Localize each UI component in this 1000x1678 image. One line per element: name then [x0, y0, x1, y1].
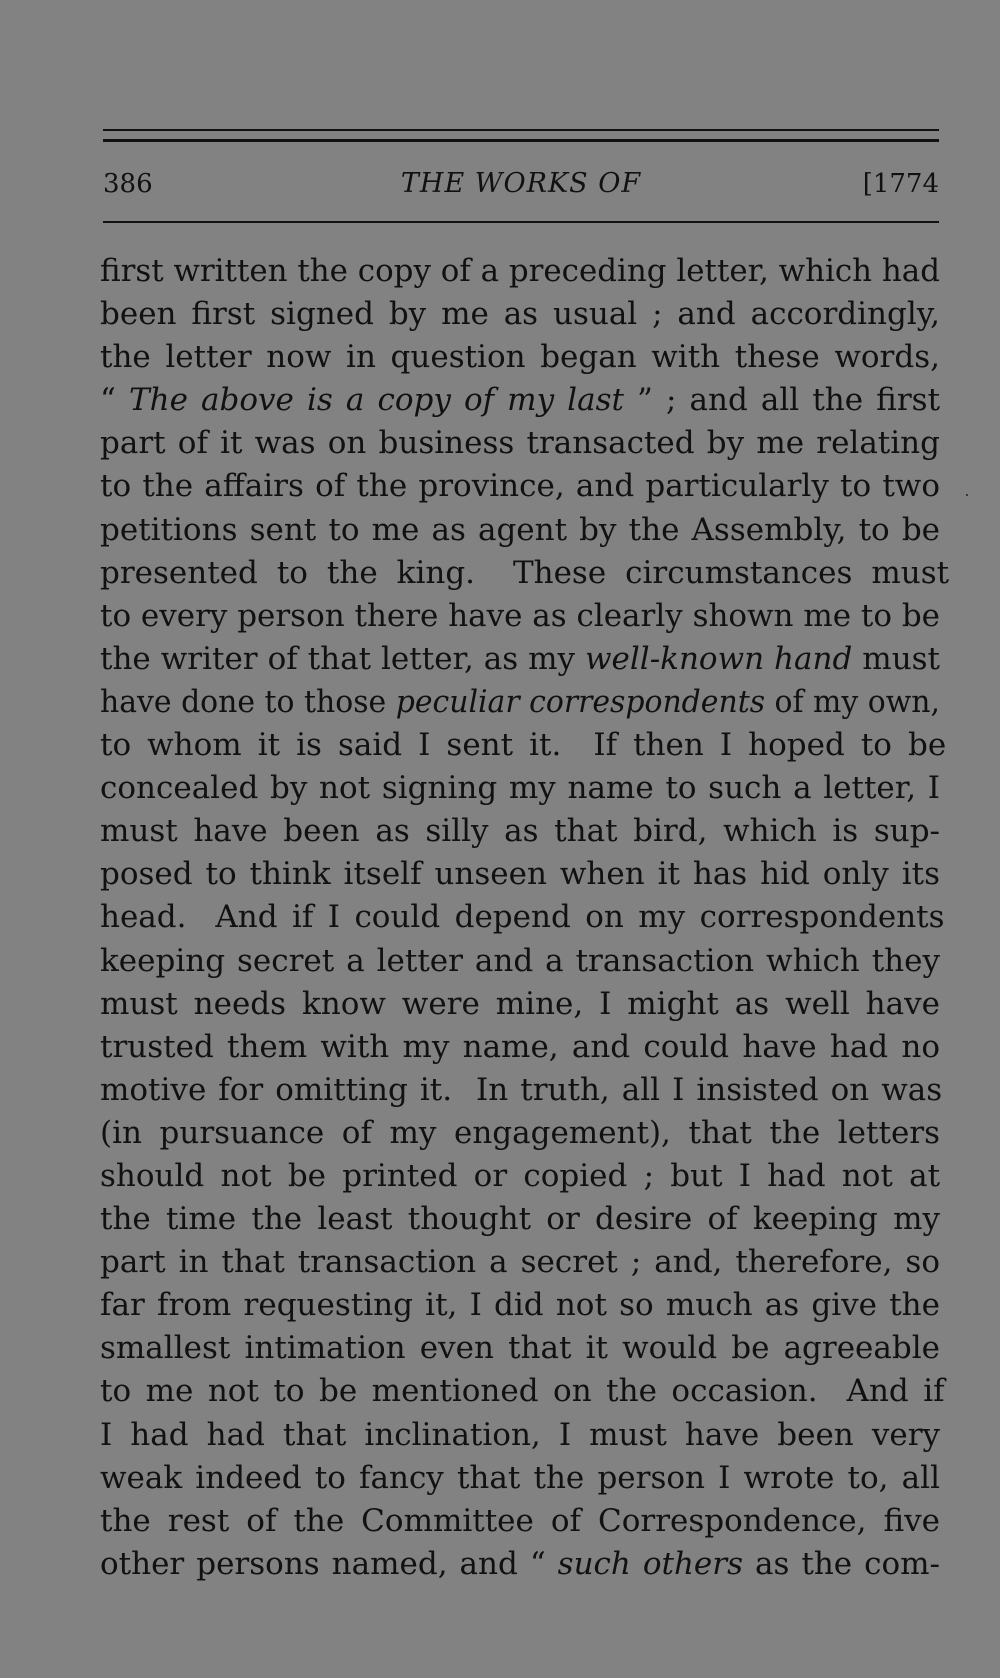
text-segment: ” ; and all the first	[623, 382, 941, 419]
running-title: THE WORKS OF	[400, 168, 642, 199]
text-line	[100, 724, 947, 767]
text-line	[100, 1370, 945, 1413]
text-line	[100, 1543, 940, 1586]
text-line	[100, 940, 940, 983]
page-number: 386	[103, 169, 153, 199]
text-line	[100, 552, 950, 595]
italic-phrase: peculiar correspondents	[395, 683, 766, 720]
text-segment: I had had that inclination, I must have been very	[100, 1416, 941, 1453]
text-segment: other persons named, and “	[100, 1545, 558, 1582]
header-rule-double	[103, 139, 939, 142]
text-segment: far from requesting it, I did not so much as give the	[100, 1287, 940, 1324]
text-line	[100, 638, 940, 681]
text-line	[100, 422, 940, 465]
text-line	[100, 1198, 940, 1241]
text-segment: “	[100, 382, 129, 419]
text-line	[100, 1327, 940, 1370]
text-segment: of my own,	[765, 683, 940, 720]
text-line	[100, 767, 940, 810]
text-segment: must needs know were mine, I might as well have	[100, 985, 940, 1022]
text-segment: petitions sent to me as agent by the Assembly, to be	[100, 511, 941, 548]
text-line	[100, 896, 945, 939]
text-line	[100, 1500, 940, 1543]
text-segment: first written the copy of a preceding letter, which had	[100, 253, 940, 289]
text-segment: presented to the king. These circumstances must	[100, 554, 950, 591]
text-segment: the time the least thought or desire of keeping my	[100, 1201, 941, 1238]
text-line	[100, 293, 940, 336]
text-segment: part in that transaction a secret ; and, therefore, so	[100, 1244, 940, 1281]
text-segment: must	[852, 640, 941, 677]
text-segment: to whom it is said I sent it. If then I hoped to be	[100, 727, 947, 764]
text-line	[100, 1026, 940, 1069]
text-segment: as the com-	[743, 1545, 941, 1582]
text-segment: should not be printed or copied ; but I had not at	[100, 1157, 941, 1194]
header-rule-top	[103, 129, 939, 131]
running-head	[103, 164, 939, 204]
text-line	[100, 853, 940, 896]
text-line	[100, 509, 940, 552]
running-year: [1774	[862, 169, 939, 199]
text-segment: posed to think itself unseen when it has hid only its	[100, 856, 940, 893]
text-segment: the letter now in question began with these words,	[100, 339, 940, 376]
text-line	[100, 595, 940, 638]
text-line	[100, 379, 940, 422]
text-line	[100, 983, 940, 1026]
text-line	[100, 465, 940, 508]
print-speck	[966, 494, 968, 496]
text-line	[100, 336, 940, 379]
text-segment: been first signed by me as usual ; and accordingly,	[100, 296, 941, 333]
italic-phrase: well-known hand	[585, 640, 853, 677]
text-segment: keeping secret a letter and a transaction which they	[100, 942, 941, 979]
text-segment: head. And if I could depend on my correspondents	[100, 899, 945, 936]
text-line	[100, 1069, 943, 1112]
text-segment: to the affairs of the province, and particularly to two	[100, 468, 941, 505]
italic-phrase: The above is a copy of my last	[128, 382, 624, 419]
text-segment: trusted them with my name, and could have had no	[100, 1028, 940, 1065]
header-rule-under	[103, 221, 939, 223]
text-line	[100, 1155, 940, 1198]
text-line	[100, 681, 940, 724]
text-line	[100, 1284, 940, 1327]
body-text	[100, 250, 950, 1586]
text-segment: must have been as silly as that bird, which is sup-	[100, 813, 941, 850]
text-segment: smallest intimation even that it would be agreeable	[100, 1330, 940, 1367]
text-segment: motive for omitting it. In truth, all I insisted on was	[100, 1071, 943, 1108]
text-segment: to every person there have as clearly shown me to be	[100, 597, 940, 634]
text-line	[100, 1112, 940, 1155]
text-segment: the rest of the Committee of Correspondence, five	[100, 1502, 940, 1539]
text-segment: part of it was on business transacted by me relating	[100, 425, 940, 462]
text-line	[100, 1457, 940, 1500]
text-segment: (in pursuance of my engagement), that the letters	[100, 1114, 941, 1151]
text-line	[100, 250, 940, 293]
text-line	[100, 1241, 940, 1284]
text-segment: weak indeed to fancy that the person I wrote to, all	[100, 1459, 940, 1496]
text-line	[100, 810, 940, 853]
italic-phrase: such others	[557, 1545, 744, 1582]
text-segment: the writer of that letter, as my	[100, 640, 585, 677]
text-segment: have done to those	[100, 683, 396, 720]
text-segment: to me not to be mentioned on the occasion. And if	[100, 1373, 945, 1410]
text-line	[100, 1414, 940, 1457]
text-segment: concealed by not signing my name to such a letter, I	[100, 770, 940, 807]
